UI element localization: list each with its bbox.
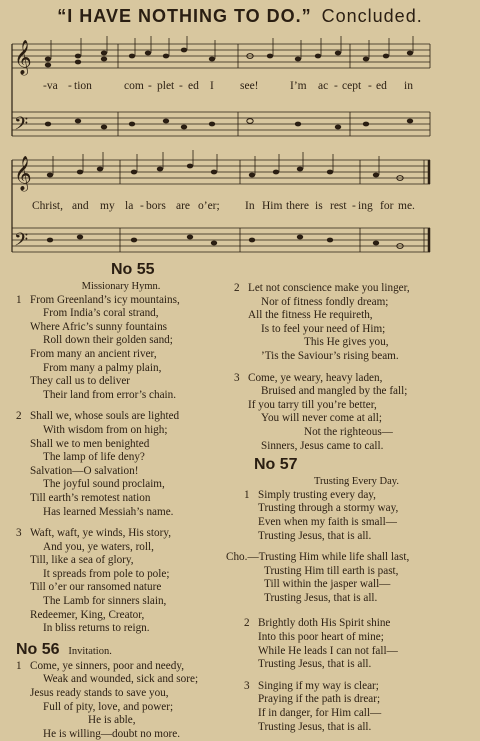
verse-number: 2 <box>16 410 22 423</box>
verse-line: Weak and wounded, sick and sore; <box>43 673 199 686</box>
lyrics-line-1 <box>0 80 480 94</box>
title-main: “I HAVE NOTHING TO DO.” <box>57 6 312 26</box>
lyric-syllable: -va <box>43 80 58 92</box>
left-column <box>16 260 226 741</box>
verse-number: 3 <box>234 371 240 384</box>
verse-line: From many a palmy plain, <box>43 361 162 374</box>
verse-line: 2 Shall we, whose souls are lighted <box>16 410 180 423</box>
verse-number: 2 <box>244 617 250 630</box>
lyric-syllable: o’er; <box>198 200 220 212</box>
lyric-syllable: ing <box>358 200 373 212</box>
verse-line: 1 From Greenland’s icy mountains, <box>16 293 180 306</box>
verse-line: This He gives you, <box>304 336 389 349</box>
lyric-syllable: bors <box>146 200 166 212</box>
verse-line: Even when my faith is small— <box>258 515 397 528</box>
verse-line: The Lamb for sinners slain, <box>43 595 167 608</box>
lyric-syllable: - <box>368 80 372 92</box>
lyric-syllable: com <box>124 80 144 92</box>
svg-text:𝄢: 𝄢 <box>14 230 29 255</box>
verse-line: Trusting Jesus, that is all. <box>258 658 372 671</box>
hymn-56-number: No 56 <box>16 640 60 658</box>
chorus-label: Cho.— <box>226 551 259 564</box>
verse-line: 1 Come, ye sinners, poor and needy, <box>16 659 184 672</box>
verse-line: Redeemer, King, Creator, <box>30 608 145 621</box>
verse-line: Is to feel your need of Him; <box>261 322 386 335</box>
verse-number: 3 <box>16 527 22 540</box>
verse-line: You will never come at all; <box>261 412 382 425</box>
lyric-syllable: - <box>140 200 144 212</box>
lyric-syllable: I’m <box>290 80 307 92</box>
verse-line: They call us to deliver <box>30 375 131 388</box>
verse-line: 3 Singing if my way is clear; <box>244 679 379 692</box>
lyric-syllable: I <box>210 80 214 92</box>
lyric-syllable: la <box>125 200 134 212</box>
lyrics-line-2 <box>0 200 480 214</box>
verse-number: 1 <box>16 293 22 306</box>
svg-text:𝄞: 𝄞 <box>14 156 32 191</box>
title-concluded: Concluded. <box>321 6 423 26</box>
hymn-57-heading <box>234 455 474 475</box>
lyric-syllable: me. <box>398 200 415 212</box>
hymn-56-title: Invitation. <box>68 645 112 657</box>
verse-line: Into this poor heart of mine; <box>258 631 384 644</box>
lyric-syllable: Him <box>262 200 283 212</box>
verse-line: He is willing—doubt no more. <box>43 727 181 740</box>
verse-line: 3 Waft, waft, ye winds, His story, <box>16 527 171 540</box>
verse-line: If you tarry till you’re better, <box>248 398 377 411</box>
lyric-syllable: are <box>176 200 191 212</box>
verse-line: Trusting through a stormy way, <box>258 502 399 515</box>
verse-line: Trusting Jesus, that is all. <box>258 720 372 733</box>
verse-line: Where Afric’s sunny fountains <box>30 320 168 333</box>
verse-number: 2 <box>234 282 240 294</box>
lyric-syllable: and <box>72 200 89 212</box>
lyric-syllable: is <box>315 200 323 212</box>
lyric-syllable: tion <box>74 80 92 92</box>
right-column <box>226 282 474 734</box>
verse-line: 3 Come, ye weary, heavy laden, <box>234 371 383 384</box>
verse-line: The joyful sound proclaim, <box>43 478 165 491</box>
page-title <box>0 6 480 27</box>
lyric-syllable: there <box>286 200 309 212</box>
lyric-syllable: - <box>334 80 338 92</box>
verse-line: Sinners, Jesus came to call. <box>261 439 384 452</box>
verse-line: Till earth’s remotest nation <box>30 491 151 504</box>
hymn-55-title: Missionary Hymn. <box>81 281 161 292</box>
verse-line: ’Tis the Saviour’s rising beam. <box>261 349 399 362</box>
verse-line: 2 Brightly doth His Spirit shine <box>244 617 391 630</box>
verse-line: Nor of fitness fondly dream; <box>261 295 389 308</box>
lyric-syllable: ac <box>318 80 329 92</box>
verse-line: Not the righteous— <box>304 425 393 438</box>
lyric-syllable: plet <box>157 80 175 92</box>
verse-line: Trusting Jesus, that is all. <box>258 529 372 542</box>
verse-line: While He leads I can not fall— <box>258 644 398 657</box>
hymn-56-heading <box>16 640 226 660</box>
verse-line: And you, ye waters, roll, <box>43 540 154 553</box>
lyric-syllable: rest <box>330 200 347 212</box>
verse-line: Roll down their golden sand; <box>43 334 173 347</box>
svg-text:𝄢: 𝄢 <box>14 114 29 139</box>
verse-line: If in danger, for Him call— <box>258 707 382 720</box>
hymn-55-number: No 55 <box>111 261 155 278</box>
lyric-syllable: - <box>179 80 183 92</box>
verse-line: It spreads from pole to pole; <box>43 567 170 580</box>
verse-number: 1 <box>16 659 22 672</box>
lyric-syllable: cept <box>342 80 362 92</box>
verse-line: With wisdom from on high; <box>43 423 168 436</box>
lyric-syllable: - <box>148 80 152 92</box>
verse-line: In bliss returns to reign. <box>43 622 150 635</box>
lyric-syllable: ed <box>376 80 387 92</box>
verse-line: 2 Let not conscience make you linger, <box>234 282 410 294</box>
lyric-syllable: Christ, <box>32 200 63 212</box>
lyric-syllable: in <box>404 80 413 92</box>
verse-line: Praying if the path is drear; <box>258 693 381 706</box>
verse-line: 1 Simply trusting every day, <box>244 488 376 501</box>
verse-line: Bruised and mangled by the fall; <box>261 385 408 398</box>
verse-line: Till o’er our ransomed nature <box>30 581 162 594</box>
chorus-line: Till within the jasper wall— <box>264 578 391 591</box>
verse-line: Has learned Messiah’s name. <box>43 505 174 518</box>
verse-number: 3 <box>244 679 250 692</box>
lyric-syllable: for <box>380 200 394 212</box>
verse-number: 1 <box>244 488 250 501</box>
lyric-syllable: In <box>245 200 255 212</box>
hymn-57-number: No 57 <box>254 456 298 474</box>
verse-line: The lamp of life deny? <box>43 451 145 464</box>
lyric-syllable: my <box>100 200 115 212</box>
verse-line: From many an ancient river, <box>30 347 157 360</box>
verse-line: He is able, <box>88 714 136 727</box>
lyric-syllable: - <box>352 200 356 212</box>
verse-line: From India’s coral strand, <box>43 307 159 320</box>
verse-line: Salvation—O salvation! <box>30 464 139 477</box>
verse-line: Their land from error’s chain. <box>43 388 177 401</box>
lyric-syllable: - <box>68 80 72 92</box>
chorus-line: Cho.—Trusting Him while life shall last, <box>226 551 410 564</box>
verse-line: Jesus ready stands to save you, <box>30 687 169 700</box>
verse-line: Shall we to men benighted <box>30 437 150 450</box>
verse-line: Full of pity, love, and power; <box>43 700 174 713</box>
verse-line: All the fitness He requireth, <box>248 309 373 322</box>
lyric-syllable: ed <box>188 80 199 92</box>
chorus-line: Trusting Him till earth is past, <box>264 564 399 577</box>
lyric-syllable: see! <box>240 80 259 92</box>
hymn-57-title: Trusting Every Day. <box>314 476 399 488</box>
svg-text:𝄞: 𝄞 <box>14 40 32 75</box>
chorus-line: Trusting Jesus, that is all. <box>264 591 378 604</box>
verse-line: Till, like a sea of glory, <box>30 554 134 567</box>
